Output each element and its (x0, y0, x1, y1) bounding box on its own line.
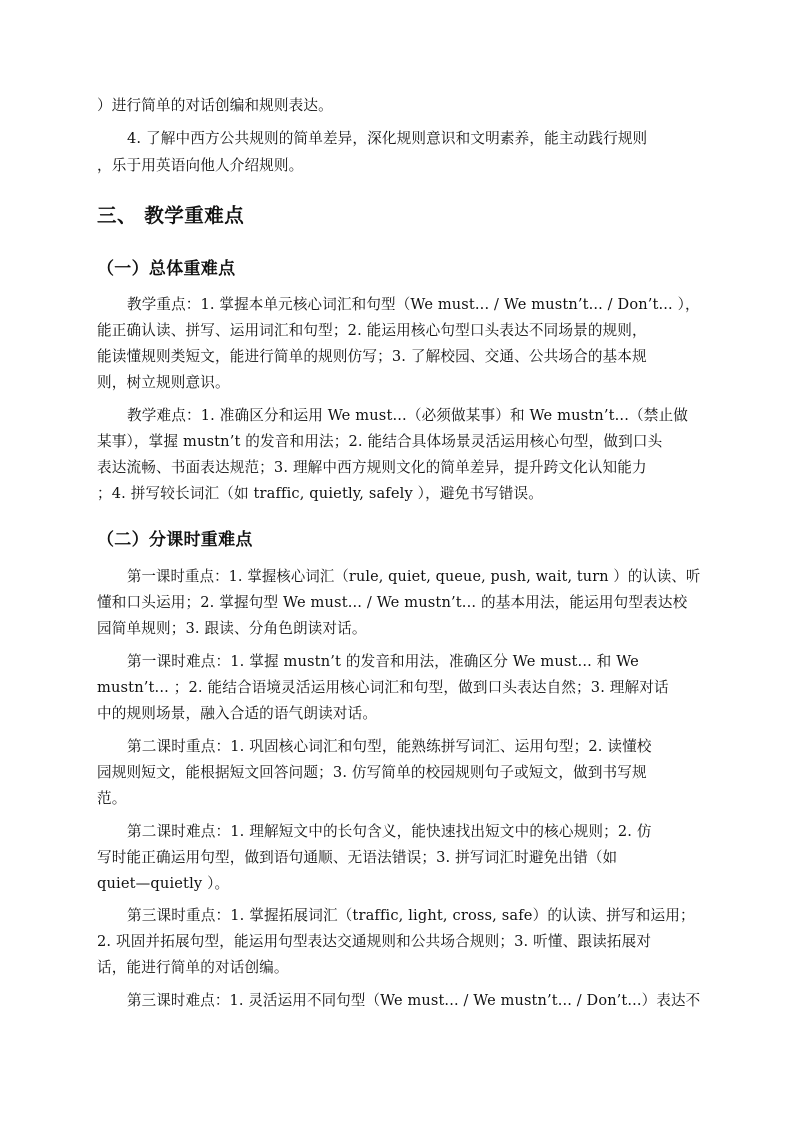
intro-line-1: ）进行简单的对话创编和规则表达。 (97, 97, 333, 114)
lesson2-difficulty-line-2: 写时能正确运用句型，做到语句通顺、无语法错误；3. 拼写词汇时避免出错（如 (97, 849, 618, 866)
subsection-heading-per-lesson: （二）分课时重难点 (97, 530, 253, 550)
lesson2-focus-line-2: 园规则短文，能根据短文回答问题；3. 仿写简单的校园规则句子或短文，做到书写规 (97, 764, 647, 781)
lesson2-focus-line-3: 范。 (97, 790, 127, 807)
lesson3-focus-line-2: 2. 巩固并拓展句型，能运用句型表达交通规则和公共场合规则；3. 听懂、跟读拓展对 (97, 933, 652, 950)
focus-line-4: 则，树立规则意识。 (97, 374, 230, 391)
lesson1-difficulty-line-1: 第一课时难点：1. 掌握 mustn’t 的发音和用法，准确区分 We must... 和 We (127, 653, 639, 670)
lesson2-focus-line-1: 第二课时重点：1. 巩固核心词汇和句型，能熟练拼写词汇、运用句型；2. 读懂校 (127, 738, 652, 755)
focus-line-1: 教学重点：1. 掌握本单元核心词汇和句型（We must... / We mustn’t... / Don’t... ）， (127, 296, 700, 313)
difficulty-line-3: 表达流畅、书面表达规范；3. 理解中西方规则文化的简单差异，提升跨文化认知能力 (97, 459, 647, 476)
lesson2-difficulty-line-1: 第二课时难点：1. 理解短文中的长句含义，能快速找出短文中的核心规则；2. 仿 (127, 823, 652, 840)
lesson3-difficulty-line-1: 第三课时难点：1. 灵活运用不同句型（We must... / We mustn’t... / Don’t...）表达不 (127, 992, 701, 1009)
difficulty-line-4: ；4. 拼写较长词汇（如 traffic, quietly, safely ），避免书写错误。 (97, 485, 544, 502)
focus-line-2: 能正确认读、拼写、运用词汇和句型；2. 能运用核心句型口头表达不同场景的规则， (97, 322, 647, 339)
intro-line-3: ，乐于用英语向他人介绍规则。 (97, 157, 304, 174)
lesson1-difficulty-line-3: 中的规则场景，融入合适的语气朗读对话。 (97, 705, 378, 722)
lesson1-focus-line-1: 第一课时重点：1. 掌握核心词汇（rule, quiet, queue, push, wait, turn ）的认读、听 (127, 568, 701, 585)
lesson1-difficulty-line-2: mustn’t... ；2. 能结合语境灵活运用核心词汇和句型，做到口头表达自然；3. 理解对话 (97, 679, 669, 696)
lesson1-focus-line-2: 懂和口头运用；2. 掌握句型 We must... / We mustn’t... 的基本用法，能运用句型表达校 (97, 594, 688, 611)
subsection-heading-overall: （一）总体重难点 (97, 259, 236, 279)
focus-line-3: 能读懂规则类短文，能进行简单的规则仿写；3. 了解校园、交通、公共场合的基本规 (97, 348, 647, 365)
lesson3-focus-line-1: 第三课时重点：1. 掌握拓展词汇（traffic, light, cross, safe）的认读、拼写和运用； (127, 907, 695, 924)
intro-line-2: 4. 了解中西方公共规则的简单差异，深化规则意识和文明素养，能主动践行规则 (127, 130, 648, 147)
lesson2-difficulty-line-3: quiet—quietly ）。 (97, 875, 230, 892)
difficulty-line-2: 某事），掌握 mustn’t 的发音和用法；2. 能结合具体场景灵活运用核心句型，做到口头 (97, 433, 663, 450)
section-heading-3: 三、 教学重难点 (97, 204, 245, 227)
lesson1-focus-line-3: 园简单规则；3. 跟读、分角色朗读对话。 (97, 620, 367, 637)
difficulty-line-1: 教学难点：1. 准确区分和运用 We must...（必须做某事）和 We mustn’t...（禁止做 (127, 407, 688, 424)
lesson3-focus-line-3: 话，能进行简单的对话创编。 (97, 959, 289, 976)
